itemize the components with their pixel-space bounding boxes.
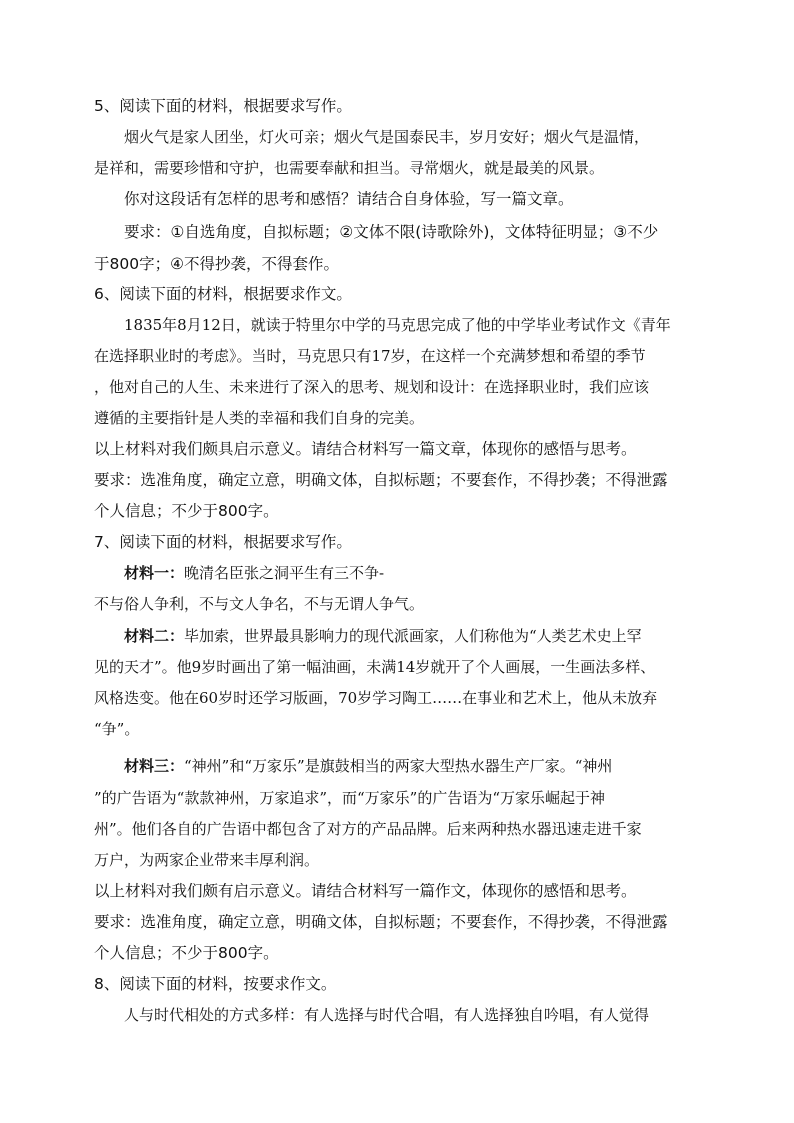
q6-paragraph-line-3: ，他对自己的人生、未来进行了深入的思考、规划和设计：在选择职业时，我们应该 [94,378,650,396]
q5-requirements-line-2: 于800字；④不得抄袭，不得套作。 [94,255,339,273]
q7-material-2 [124,624,704,648]
q7-material-3-text: “神州”和“万家乐”是旗鼓相当的两家大型热水器生产厂家。“神州 [184,757,613,775]
q7-title: 7、阅读下面的材料，根据要求写作。 [94,533,352,551]
q7-requirements-line-2: 个人信息；不少于800字。 [94,944,279,962]
q7-material-1-text: 晚清名臣张之洞平生有三不争- [184,564,385,582]
q7-material-3-label: 材料三： [124,757,185,775]
q7-material-1-label: 材料一： [124,564,185,582]
q8-title: 8、阅读下面的材料，按要求作文。 [94,975,337,993]
q7-material-3 [124,754,704,778]
q7-material-2-label: 材料二： [124,627,185,645]
q7-material-2-line-2: 见的天才”。他9岁时画出了第一幅油画，未满14岁就开了个人画展，一生画法多样、 [94,658,656,676]
q5-paragraph-line-1: 烟火气是家人团坐，灯火可亲；烟火气是国泰民丰，岁月安好；烟火气是温情， [124,128,650,146]
q7-material-2-line-3: 风格迭变。他在60岁时还学习版画，70岁学习陶工……在事业和艺术上，他从未放弃 [94,689,658,707]
q7-material-3-line-3: 州”。他们各自的广告语中都包含了对方的产品品牌。后来两种热水器迅速走进千家 [94,820,642,838]
q6-requirements-line-1: 要求：选准角度，确定立意，明确文体，自拟标题；不要套作，不得抄袭；不得泄露 [94,471,668,489]
q6-title: 6、阅读下面的材料，根据要求作文。 [94,285,352,303]
q5-prompt: 你对这段话有怎样的思考和感悟？请结合自身体验，写一篇文章。 [124,190,574,208]
q5-requirements-line-1: 要求：①自选角度，自拟标题；②文体不限(诗歌除外)，文体特征明显；③不少 [124,223,659,241]
q5-title: 5、阅读下面的材料，根据要求写作。 [94,97,352,115]
q6-requirements-line-2: 个人信息；不少于800字。 [94,502,279,520]
q8-paragraph-line-1: 人与时代相处的方式多样：有人选择与时代合唱，有人选择独自吟唱，有人觉得 [124,1006,650,1024]
q7-material-1-line-2: 不与俗人争利，不与文人争名，不与无谓人争气。 [94,595,425,613]
q7-prompt: 以上材料对我们颇有启示意义。请结合材料写一篇作文，体现你的感悟和思考。 [94,882,637,900]
q6-paragraph-line-2: 在选择职业时的考虑》。当时，马克思只有17岁，在这样一个充满梦想和希望的季节 [94,347,646,365]
q5-paragraph-line-2: 是祥和，需要珍惜和守护，也需要奉献和担当。寻常烟火，就是最美的风景。 [94,159,605,177]
q6-paragraph-line-4: 遵循的主要指针是人类的幸福和我们自身的完美。 [94,409,425,427]
q7-material-1 [124,561,704,585]
q7-material-3-line-4: 万户，为两家企业带来丰厚利润。 [94,851,320,869]
q7-material-2-text: 毕加索，世界最具影响力的现代派画家，人们称他为“人类艺术史上罕 [184,627,642,645]
q6-prompt: 以上材料对我们颇具启示意义。请结合材料写一篇文章，体现你的感悟与思考。 [94,440,637,458]
q7-material-3-line-2: ”的广告语为“款款神州，万家追求”，而“万家乐”的广告语为“万家乐崛起于神 [94,789,606,807]
q7-requirements-line-1: 要求：选准角度，确定立意，明确文体，自拟标题；不要套作，不得抄袭，不得泄露 [94,913,668,931]
q7-material-2-line-4: “争”。 [94,720,140,738]
q6-paragraph-line-1: 1835年8月12日，就读于特里尔中学的马克思完成了他的中学毕业考试作文《青年 [124,316,671,334]
